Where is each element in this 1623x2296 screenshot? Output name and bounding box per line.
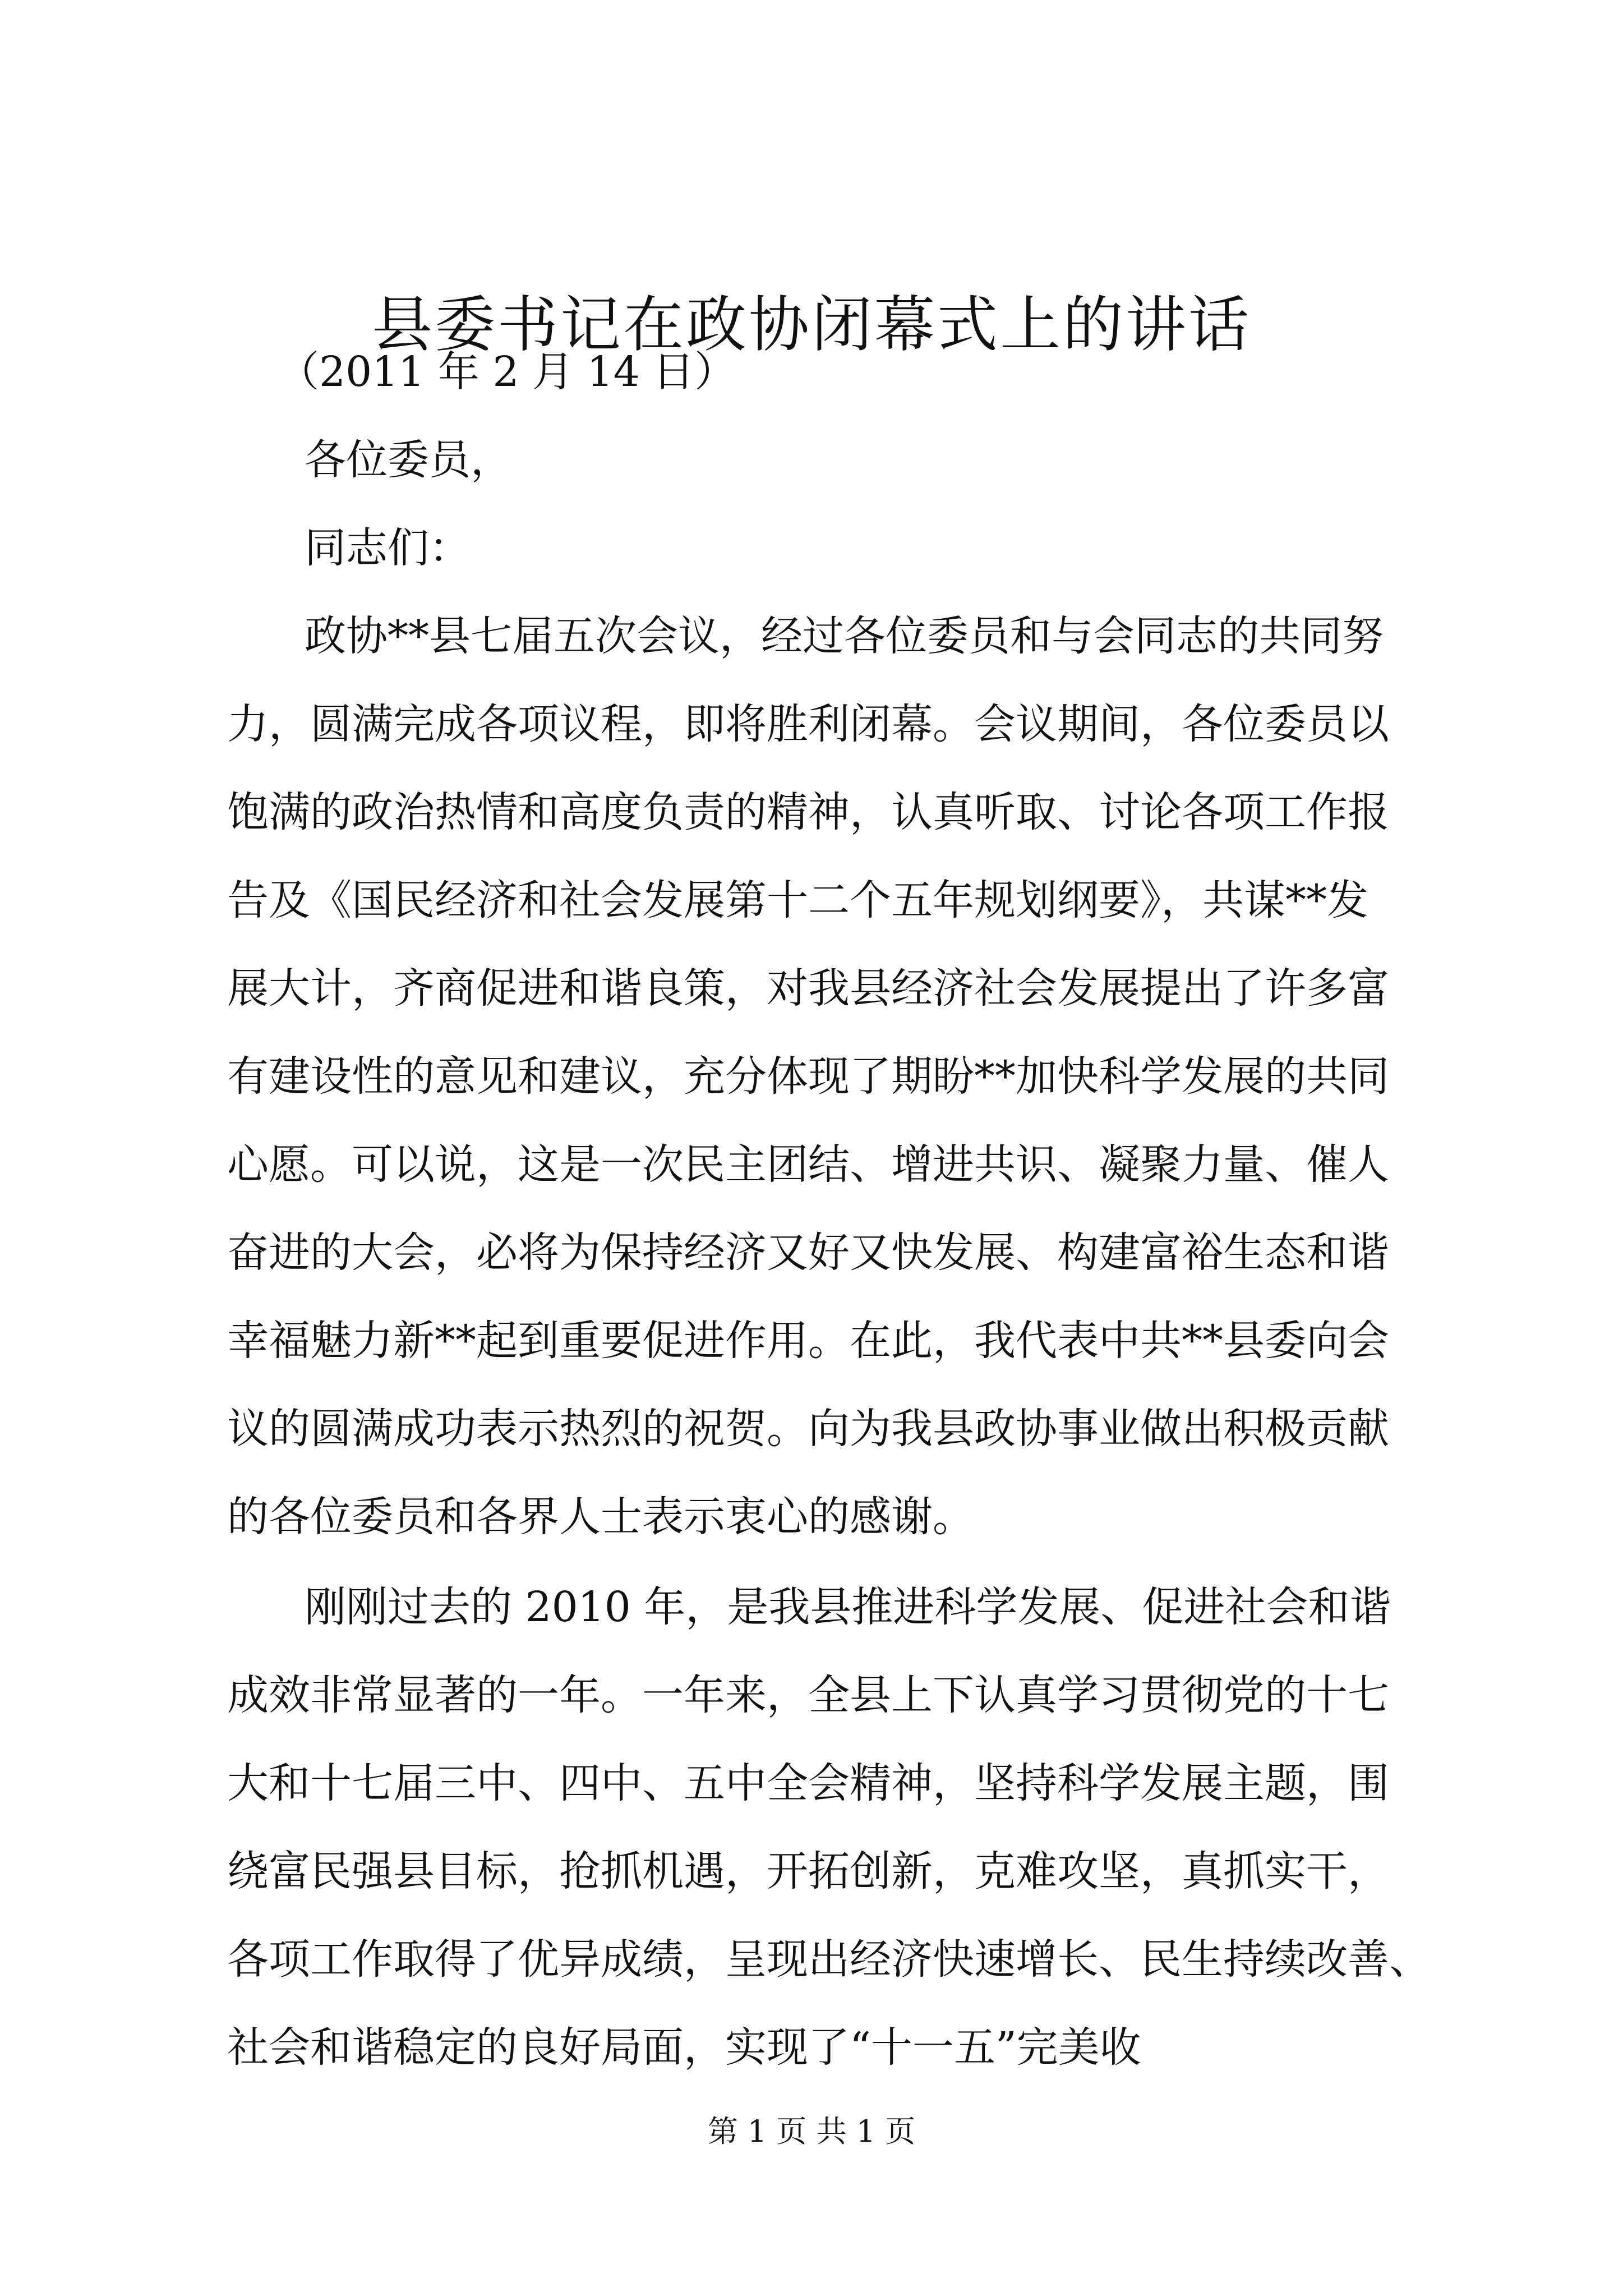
document-body [227, 328, 1431, 2092]
paragraph-2-line: 各项工作取得了优异成绩，呈现出经济快速增长、民生持续改善、 [227, 1935, 1431, 1984]
paragraph-2-line: 成效非常显著的一年。一年来，全县上下认真学习贯彻党的十七 [227, 1671, 1389, 1719]
paragraph-1-line: 告及《国民经济和社会发展第十二个五年规划纲要》，共谋**发 [227, 876, 1368, 924]
paragraph-2 [227, 1563, 1431, 2092]
paragraph-1-line: 幸福魅力新**起到重要促进作用。在此，我代表中共**县委向会 [227, 1317, 1389, 1365]
paragraph-1-line: 奋进的大会，必将为保持经济又好又快发展、构建富裕生态和谐 [227, 1228, 1389, 1277]
document-title: 县委书记在政协闭幕式上的讲话 [371, 290, 1251, 360]
paragraph-1-line: 饱满的政治热情和高度负责的精神，认真听取、讨论各项工作报 [227, 788, 1389, 836]
paragraph-2-line: 刚刚过去的 2010 年，是我县推进科学发展、促进社会和谐 [305, 1583, 1391, 1631]
page-number-footer: 第 1 页 共 1 页 [707, 2114, 916, 2149]
paragraph-1-line: 力，圆满完成各项议程，即将胜利闭幕。会议期间，各位委员以 [227, 700, 1389, 748]
paragraph-2-line: 大和十七届三中、四中、五中全会精神，坚持科学发展主题，围 [227, 1759, 1389, 1807]
paragraph-2-line: 绕富民强县目标，抢抓机遇，开拓创新，克难攻坚，真抓实干， [227, 1847, 1389, 1895]
paragraph-1-line: 心愿。可以说，这是一次民主团结、增进共识、凝聚力量、催人 [227, 1140, 1389, 1189]
paragraph-1-line: 议的圆满成功表示热烈的祝贺。向为我县政协事业做出积极贡献 [227, 1405, 1389, 1453]
paragraph-1-line: 展大计，齐商促进和谐良策，对我县经济社会发展提出了许多富 [227, 964, 1389, 1013]
salutation-comrades: 同志们： [305, 524, 471, 572]
paragraph-1 [227, 592, 1416, 1561]
paragraph-1-line: 的各位委员和各界人士表示衷心的感谢。 [227, 1493, 974, 1541]
paragraph-1-line: 有建设性的意见和建议，充分体现了期盼**加快科学发展的共同 [227, 1052, 1389, 1101]
salutation-committee-members: 各位委员， [305, 436, 512, 484]
paragraph-2-line: 社会和谐稳定的良好局面，实现了“十一五”完美收 [227, 2023, 1141, 2072]
date-line: （2011 年 2 月 14 日） [278, 348, 736, 396]
paragraph-1-line: 政协**县七届五次会议，经过各位委员和与会同志的共同努 [305, 612, 1384, 660]
